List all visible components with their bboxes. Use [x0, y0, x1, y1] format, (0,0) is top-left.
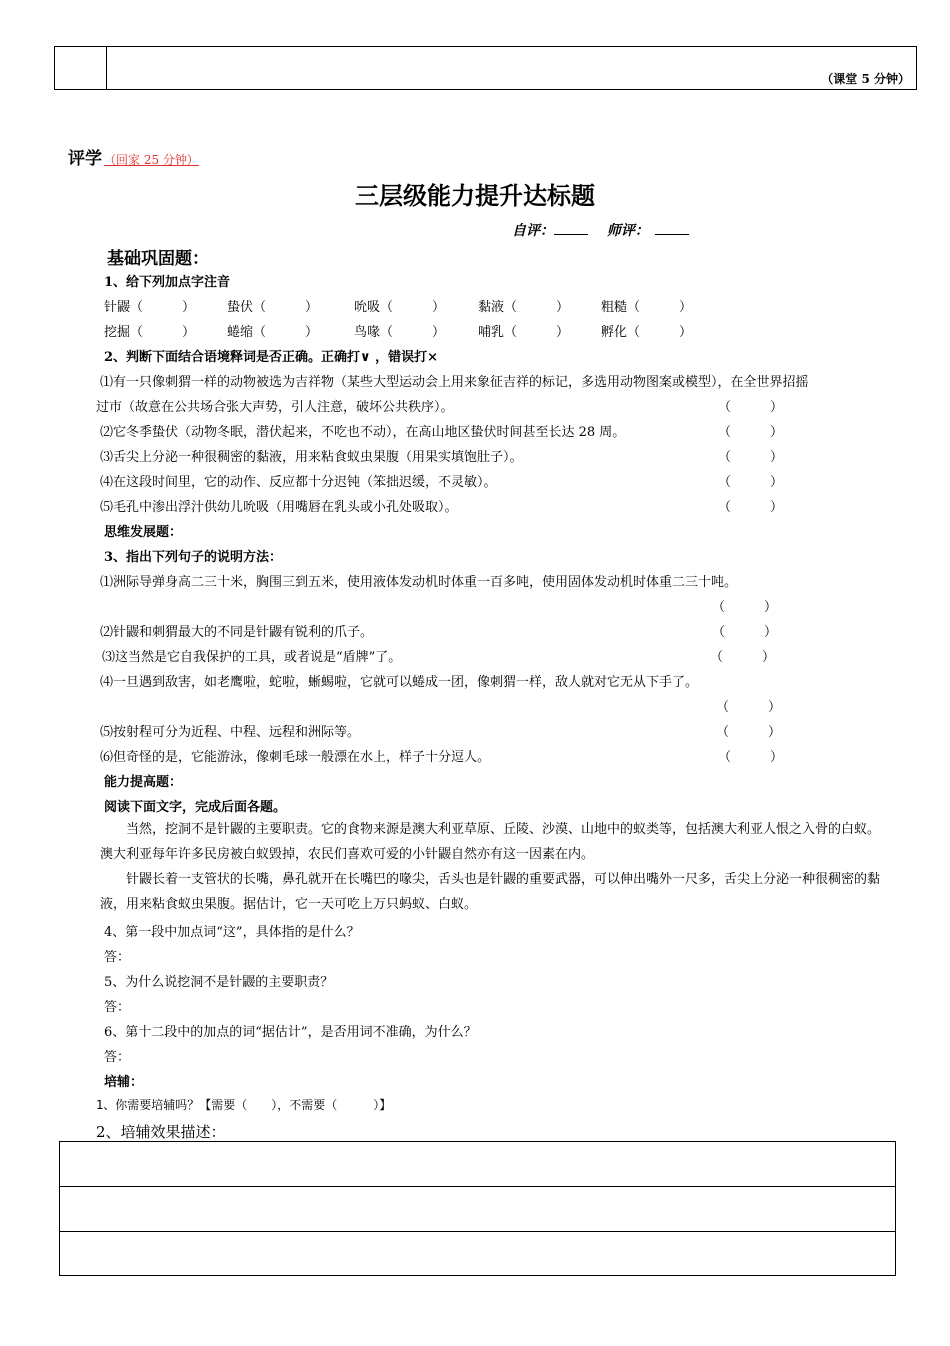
q3-answer-5[interactable]: （ ） — [716, 725, 782, 740]
reading-paragraph-1: 当然，挖洞不是针鼹的主要职责。它的食物来源是澳大利亚草原、丘陵、沙漠、山地中的蚁类等，包括澳大利亚人恨之入骨的白蚁。澳大利亚每年许多民房被白蚁毁掉，农民们喜欢可爱的小针鼹自然亦有这一因素在内。 — [100, 822, 881, 862]
pinyin-item[interactable]: 孵化（ ） — [601, 325, 693, 340]
self-eval-blank[interactable] — [554, 222, 588, 235]
q2-item-3: ⑶舌尖上分泌一种很稠密的黏液，用来粘食蚁虫果腹（用果实填饱肚子）。 — [100, 450, 523, 465]
evaluation-line — [512, 220, 689, 240]
pinyin-item[interactable]: 挖掘（ ） — [104, 325, 196, 340]
q2-answer-1[interactable]: （ ） — [718, 400, 784, 415]
learn-heading — [68, 144, 199, 169]
pinyin-item[interactable]: 蜷缩（ ） — [227, 325, 319, 340]
header-box-left-cell — [55, 47, 107, 89]
ability-heading: 能力提高题： — [104, 775, 183, 790]
q3-answer-3[interactable]: （ ） — [710, 650, 776, 665]
q3-answer-1[interactable]: （ ） — [712, 600, 778, 615]
teacher-eval-label: 师评： — [606, 223, 649, 239]
q2-item-1-line-1: ⑴有一只像刺猬一样的动物被选为吉祥物（某些大型运动会上用来象征吉祥的标记，多选用动物图案或模型），在全世界招摇 — [100, 375, 809, 390]
q3-answer-4[interactable]: （ ） — [716, 700, 782, 715]
teacher-eval-blank[interactable] — [655, 222, 689, 235]
q4-text: 4、第一段中加点词“这”，具体指的是什么？ — [104, 925, 360, 940]
q2-answer-5[interactable]: （ ） — [718, 500, 784, 515]
q3-item-5: ⑸按射程可分为近程、中程、远程和洲际等。 — [100, 725, 361, 740]
q2-answer-4[interactable]: （ ） — [718, 475, 784, 490]
tutoring-q2: 2、培辅效果描述： — [96, 1123, 226, 1141]
learn-time-note: （回家 25 分钟） — [104, 153, 199, 167]
tutoring-heading: 培辅： — [104, 1075, 144, 1090]
q2-item-1-line-2: 过市（故意在公共场合张大声势，引人注意，破坏公共秩序）。 — [96, 400, 454, 415]
q6-text: 6、第十二段中的加点的词“据估计”，是否用词不准确，为什么？ — [104, 1025, 477, 1040]
q3-item-4: ⑷一旦遇到敌害，如老鹰啦，蛇啦，蜥蜴啦，它就可以蜷成一团，像刺猬一样，敌人就对它无从下手了。 — [100, 675, 699, 690]
q6-answer[interactable]: 答： — [104, 1050, 131, 1065]
q3-title: 3、指出下列句子的说明方法： — [104, 550, 283, 565]
basic-heading: 基础巩固题： — [107, 249, 209, 269]
q2-title: 2、判断下面结合语境释词是否正确。正确打∨ ，错误打× — [104, 350, 439, 365]
q2-item-2: ⑵它冬季蛰伏（动物冬眠，潜伏起来，不吃也不动），在高山地区蛰伏时间甚至长达 28 周。 — [100, 425, 626, 440]
q3-item-3: ⑶这当然是它自我保护的工具，或者说是“盾牌”了。 — [102, 650, 402, 665]
tutoring-effect-table — [59, 1141, 896, 1276]
q2-item-4: ⑷在这段时间里，它的动作、反应都十分迟钝（笨拙迟缓，不灵敏）。 — [100, 475, 497, 490]
q3-answer-2[interactable]: （ ） — [712, 625, 778, 640]
q3-item-1: ⑴洲际导弹身高二三十米，胸围三到五米，使用液体发动机时体重一百多吨，使用固体发动机时体重二三十吨。 — [100, 575, 738, 590]
table-row[interactable] — [60, 1142, 895, 1187]
q2-answer-3[interactable]: （ ） — [718, 450, 784, 465]
pinyin-item[interactable]: 黏液（ ） — [478, 300, 570, 315]
pinyin-item[interactable]: 鸟喙（ ） — [354, 325, 446, 340]
q1-title: 1、给下列加点字注音 — [104, 275, 231, 290]
header-box — [54, 46, 917, 90]
q3-item-6: ⑹但奇怪的是，它能游泳，像刺毛球一般漂在水上，样子十分逗人。 — [100, 750, 491, 765]
q2-answer-2[interactable]: （ ） — [718, 425, 784, 440]
table-row[interactable] — [60, 1187, 895, 1232]
q3-answer-6[interactable]: （ ） — [718, 750, 784, 765]
q2-item-5: ⑸毛孔中渗出浮汁供幼儿吮吸（用嘴唇在乳头或小孔处吸取）。 — [100, 500, 458, 515]
q5-text: 5、为什么说挖洞不是针鼹的主要职责？ — [104, 975, 334, 990]
pinyin-item[interactable]: 哺乳（ ） — [478, 325, 570, 340]
reading-instruction: 阅读下面文字，完成后面各题。 — [104, 800, 287, 815]
learn-label: 评学 — [68, 149, 102, 169]
q5-answer[interactable]: 答： — [104, 1000, 131, 1015]
q4-answer[interactable]: 答： — [104, 950, 131, 965]
thinking-heading: 思维发展题： — [104, 525, 183, 540]
self-eval-label: 自评： — [512, 223, 554, 239]
pinyin-item[interactable]: 针鼹（ ） — [104, 300, 196, 315]
pinyin-item[interactable]: 蛰伏（ ） — [227, 300, 319, 315]
pinyin-item[interactable]: 吮吸（ ） — [354, 300, 446, 315]
reading-paragraph-2: 针鼹长着一支管状的长嘴，鼻孔就开在长嘴巴的喙尖，舌头也是针鼹的重要武器，可以伸出嘴外一尺多，舌尖上分泌一种很稠密的黏液，用来粘食蚁虫果腹。据估计，它一天可吃上万只蚂蚁、白蚁。 — [100, 872, 881, 912]
class-time-note: （课堂 5 分钟） — [821, 72, 910, 86]
pinyin-item[interactable]: 粗糙（ ） — [601, 300, 693, 315]
table-row[interactable] — [60, 1232, 895, 1277]
q3-item-2: ⑵针鼹和刺猬最大的不同是针鼹有锐利的爪子。 — [100, 625, 374, 640]
tutoring-q1[interactable]: 1、你需要培辅吗？【需要（ ），不需要（ ）】 — [96, 1098, 392, 1112]
page-title: 三层级能力提升达标题 — [355, 181, 595, 210]
